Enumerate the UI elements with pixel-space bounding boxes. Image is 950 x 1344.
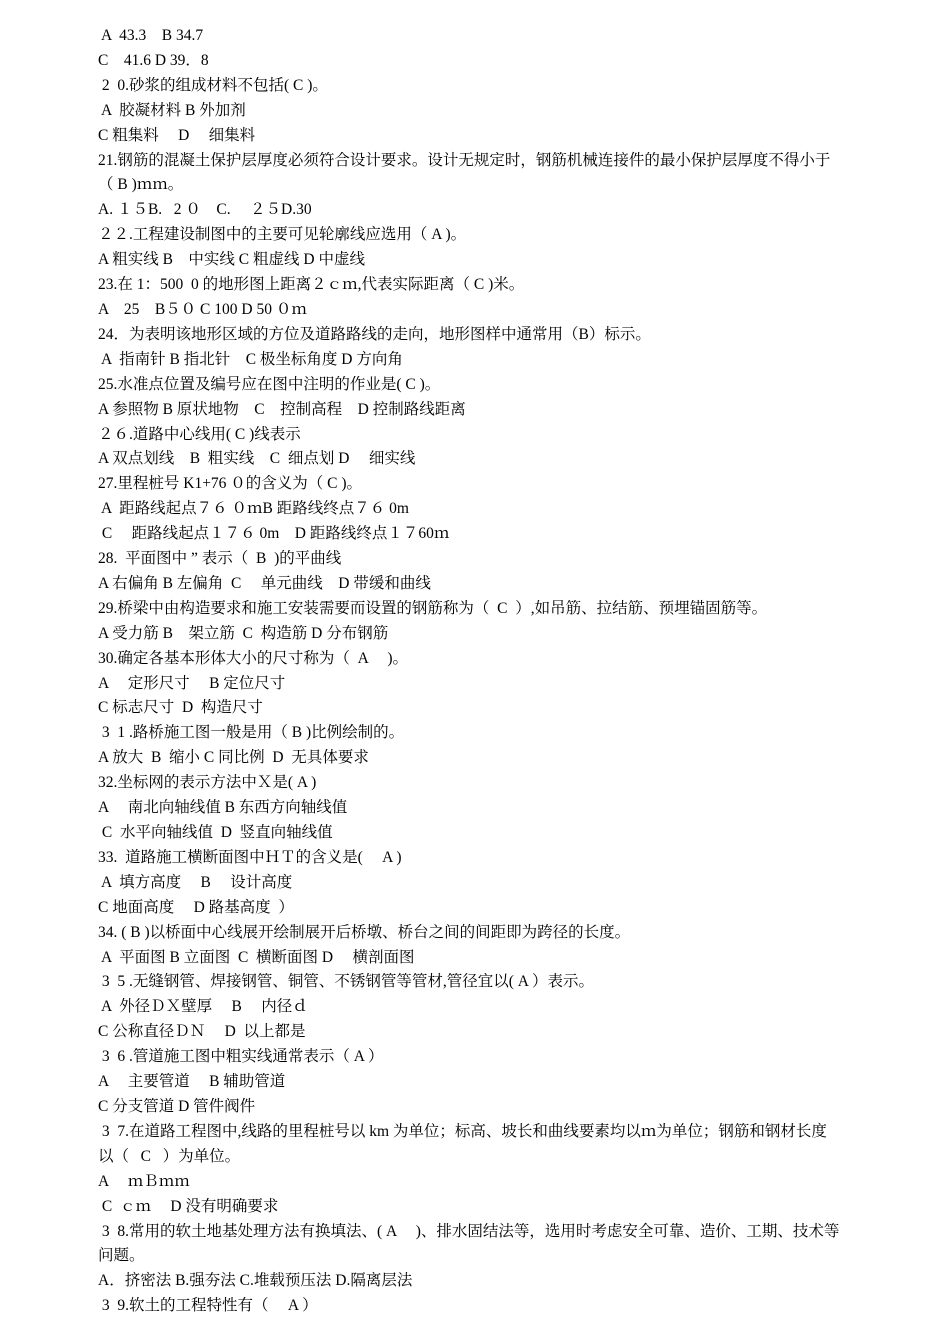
- question-25: 25.水准点位置及编号应在图中注明的作业是( C )。: [98, 375, 441, 393]
- question-37: 3 7.在道路工程图中,线路的里程桩号以 km 为单位；标高、坡长和曲线要素均以ｍ为单位；钢筋和钢材长度: [98, 1122, 827, 1140]
- text-line: A 粗实线 B 中实线 C 粗虚线 D 中虚线: [98, 251, 365, 269]
- text-line: A 主要管道 B 辅助管道: [98, 1073, 286, 1091]
- question-32: 32.坐标网的表示方法中Ｘ是( A ): [98, 774, 317, 792]
- question-22: ２２.工程建设制图中的主要可见轮廓线应选用（ A )。: [98, 226, 467, 244]
- text-line: A ｍＢｍｍ: [98, 1172, 190, 1190]
- text-line: A 右偏角 B 左偏角 C 单元曲线 D 带缓和曲线: [98, 574, 431, 592]
- text-line: A 受力筋 B 架立筋 C 构造筋 D 分布钢筋: [98, 624, 389, 642]
- text-line: A．挤密法 B.强夯法 C.堆载预压法 D.隔离层法: [98, 1272, 413, 1290]
- text-line: A 距路线起点７６ ０ｍB 距路线终点７６ 0m: [98, 500, 409, 518]
- text-line: A 43.3 B 34.7: [98, 27, 204, 44]
- question-30: 30.确定各基本形体大小的尺寸称为（ A )。: [98, 649, 409, 667]
- text-line: C 分支管道 D 管件阀件: [98, 1097, 256, 1115]
- text-line: A 指南针 B 指北针 C 极坐标角度 D 方向角: [98, 350, 403, 368]
- question-35: 3 5 .无缝钢管、焊接钢管、铜管、不锈钢管等管材,管径宜以( A ）表示。: [98, 973, 595, 991]
- question-31: 3 1 .路桥施工图一般是用（ B )比例绘制的。: [98, 724, 405, 742]
- question-34: 34. ( B )以桥面中心线展开绘制展开后桥墩、桥台之间的间距即为跨径的长度。: [98, 923, 631, 941]
- text-line: A 双点划线 B 粗实线 C 细点划 D 细实线: [98, 450, 416, 468]
- document-page: [98, 24, 898, 1319]
- text-line: C 距路线起点１７６ 0m D 距路线终点１７60ｍ: [98, 525, 450, 543]
- text-line: C 41.6 D 39．8: [98, 51, 209, 69]
- question-36: 3 6 .管道施工图中粗实线通常表示（ A ）: [98, 1048, 384, 1066]
- question-33: 33. 道路施工横断面图中ＨＴ的含义是( A ): [98, 848, 402, 866]
- text-line: C 标志尺寸 D 构造尺寸: [98, 699, 263, 717]
- question-21: 21.钢筋的混凝土保护层厚度必须符合设计要求。设计无规定时，钢筋机械连接件的最小保护层厚度不得小于: [98, 151, 831, 169]
- text-line: A 25 B５０ C 100 D 50 ０ｍ: [98, 300, 307, 318]
- text-line: A 放大 B 缩小 C 同比例 D 无具体要求: [98, 749, 369, 767]
- text-line: A 胶凝材料 B 外加剂: [98, 101, 246, 119]
- question-38: 3 8.常用的软土地基处理方法有换填法、( A )、排水固结法等，选用时考虑安全可靠、造价、工期、技术等: [98, 1222, 840, 1240]
- text-line: C 粗集料 D 细集料: [98, 126, 256, 144]
- text-line: C ｃｍ D 没有明确要求: [98, 1197, 279, 1215]
- text-line: A. １５B. 2 ０ C. ２５D.30: [98, 201, 312, 219]
- text-line: 问题。: [98, 1247, 145, 1265]
- question-39: 3 9.软土的工程特性有（ A ）: [98, 1297, 318, 1315]
- text-line: A 填方高度 B 设计高度: [98, 873, 293, 891]
- text-line: A 南北向轴线值 B 东西方向轴线值: [98, 799, 348, 817]
- text-line: C 公称直径ＤＮ D 以上都是: [98, 1023, 306, 1041]
- question-20: 2 0.砂浆的组成材料不包括( C )。: [98, 76, 328, 94]
- text-line: （ B )ｍｍ。: [98, 176, 184, 194]
- text-line: A 定形尺寸 B 定位尺寸: [98, 674, 286, 692]
- text-line: C 水平向轴线值 D 竖直向轴线值: [98, 824, 333, 841]
- question-27: 27.里程桩号 K1+76 ０的含义为（ C )。: [98, 475, 363, 493]
- text-line: C 地面高度 D 路基高度 ）: [98, 898, 294, 916]
- question-26: ２６.道路中心线用( C )线表示: [98, 425, 301, 443]
- text-line: A 平面图 B 立面图 C 横断面图 D 横剖面图: [98, 948, 415, 966]
- question-23: 23.在 1：500 0 的地形图上距离２ｃｍ,代表实际距离（ C )米。: [98, 276, 525, 294]
- text-line: A 参照物 B 原状地物 C 控制高程 D 控制路线距离: [98, 400, 466, 418]
- question-24: 24．为表明该地形区域的方位及道路路线的走向，地形图样中通常用（B）标示。: [98, 325, 651, 343]
- question-29: 29.桥梁中由构造要求和施工安装需要而设置的钢筋称为（ C ）,如吊筋、拉结筋、预埋锚固筋等。: [98, 599, 768, 617]
- question-28: 28. 平面图中 ” 表示（ B )的平曲线: [98, 550, 342, 568]
- text-line: 以（ C ）为单位。: [98, 1147, 241, 1165]
- text-line: A 外径ＤＸ壁厚 B 内径ｄ: [98, 998, 308, 1016]
